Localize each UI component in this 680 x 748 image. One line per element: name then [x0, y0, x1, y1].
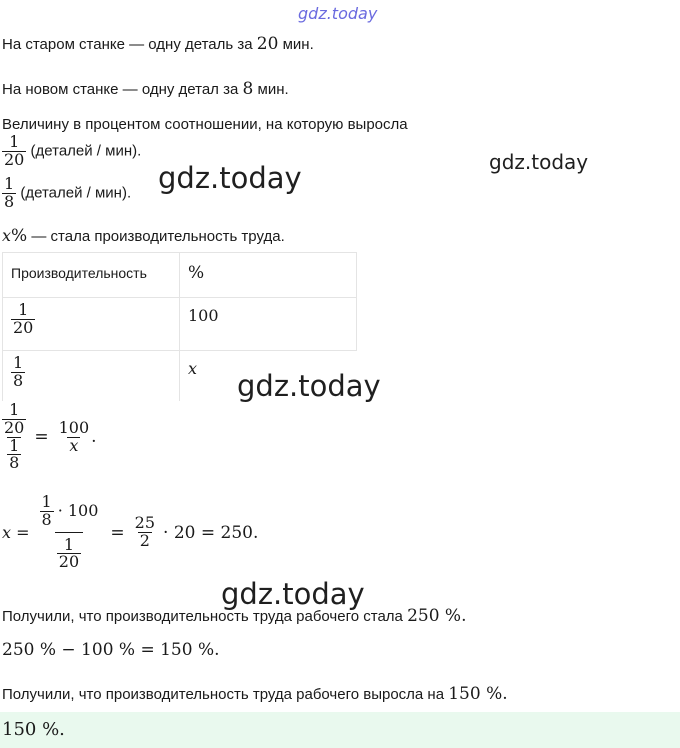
watermark-text: gdz.today — [237, 369, 381, 403]
equals-sign: = — [34, 427, 49, 448]
watermark-text: gdz.today — [158, 161, 302, 195]
old-machine-line — [2, 34, 314, 54]
fraction-1-20: $\frac{1}{20}$ — [13, 300, 34, 337]
fraction-1-20: $\frac{1}{20}$ — [4, 400, 25, 437]
question-line: Величину в процентом соотношении, на которую выросла — [2, 116, 408, 133]
new-productivity-line — [2, 176, 131, 211]
fraction-1-8: $\frac{1}{8}$ — [4, 174, 15, 211]
compound-fraction — [36, 494, 103, 571]
answer-value: 150 %. — [2, 719, 65, 740]
equation-period: . — [91, 427, 97, 448]
result-text: Получили, что производительность труда рабочего выросла на — [2, 686, 445, 703]
x-variable: x — [2, 226, 12, 245]
table-cell-percent: 100 — [180, 298, 357, 351]
result-value: 250 %. — [407, 606, 467, 626]
table-cell-percent: x — [180, 351, 357, 402]
old-machine-unit: мин. — [282, 36, 314, 53]
difference-equation: 250 % − 100 % = 150 %. — [2, 640, 220, 660]
result-line-2 — [2, 684, 508, 704]
new-machine-unit: мин. — [257, 81, 289, 98]
fraction-100-x: $\frac{100}{x}$ — [58, 417, 90, 455]
old-machine-text: На старом станке — одну деталь за — [2, 36, 253, 53]
compound-fraction — [2, 402, 26, 472]
new-machine-value: 8 — [242, 79, 254, 99]
unit-text: (деталей / мин). — [30, 142, 142, 160]
new-machine-text: На новом станке — одну детал за — [2, 81, 239, 98]
table-header-productivity: Производительность — [3, 253, 180, 298]
watermark-text: gdz.today — [489, 150, 589, 174]
fraction-1-8: $\frac{1}{8}$ — [13, 353, 24, 390]
times-100: · 100 — [57, 500, 99, 520]
unit-text: (деталей / мин). — [20, 184, 132, 202]
result-value: 150 %. — [448, 684, 508, 704]
top-watermark: gdz.today — [298, 4, 378, 23]
table-row — [3, 298, 357, 351]
table-header-row — [3, 253, 357, 298]
watermark-text: gdz.today — [221, 577, 365, 611]
fraction-1-20: $\frac{1}{20}$ — [4, 132, 25, 169]
table-cell-productivity — [3, 298, 180, 351]
answer-box — [0, 712, 680, 748]
result-text: Получили, что производительность труда рабочего стала — [2, 608, 403, 625]
equation-tail: · 20 = 250. — [163, 522, 259, 543]
equals-sign: = — [110, 522, 125, 543]
table-cell-productivity — [3, 351, 180, 402]
solution-equation — [2, 494, 258, 571]
x-definition-text: — стала производительность труда. — [31, 228, 285, 245]
new-machine-line — [2, 79, 289, 99]
table-header-percent: % — [180, 253, 357, 298]
percent-sign: % — [11, 226, 28, 246]
x-lhs: x = — [2, 523, 30, 543]
fraction-25-2: $\frac{25}{2}$ — [134, 513, 156, 551]
old-productivity-line — [2, 134, 141, 169]
old-machine-value: 20 — [256, 34, 279, 54]
x-definition-line — [2, 226, 285, 246]
fraction-1-20: $\frac{1}{20}$ — [58, 534, 80, 572]
proportion-equation — [2, 402, 97, 472]
fraction-1-8: $\frac{1}{8}$ — [9, 435, 20, 473]
fraction-1-8: $\frac{1}{8}$ — [41, 492, 52, 529]
